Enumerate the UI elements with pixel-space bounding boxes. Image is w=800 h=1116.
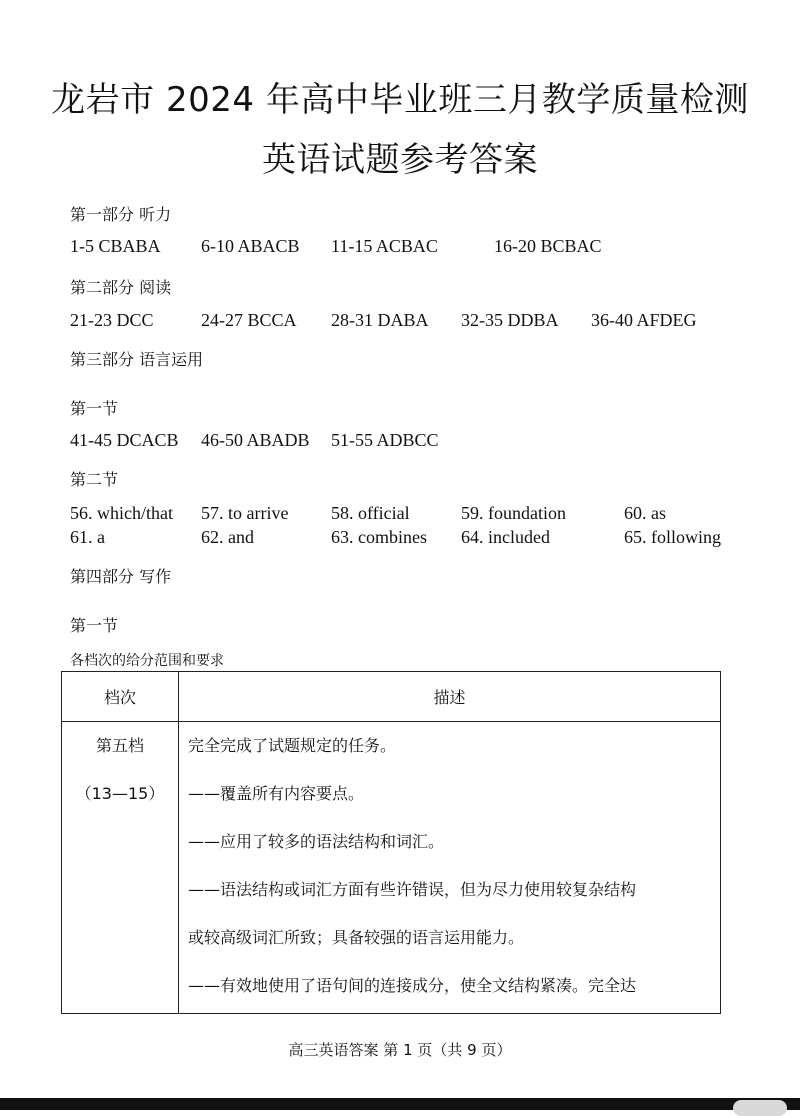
answer-group: 46-50 ABADB xyxy=(201,430,310,450)
answer-item: 61. a xyxy=(70,527,105,547)
level-cell xyxy=(62,722,179,1014)
answer-group: 51-55 ADBCC xyxy=(331,430,439,450)
level-range: （13—15） xyxy=(75,784,165,803)
answer-group: 32-35 DDBA xyxy=(461,310,559,330)
table-row xyxy=(62,722,721,1014)
part4-heading: 第四部分 写作 xyxy=(70,567,172,586)
description-cell xyxy=(179,722,721,1014)
document-title: 龙岩市 2024 年高中毕业班三月教学质量检测 xyxy=(51,80,749,120)
description-line: ——应用了较多的语法结构和词汇。 xyxy=(188,832,445,851)
document-subtitle: 英语试题参考答案 xyxy=(262,140,538,180)
answer-group: 24-27 BCCA xyxy=(201,310,297,330)
part4-section1-heading: 第一节 xyxy=(70,616,119,635)
answer-group: 41-45 DCACB xyxy=(70,430,179,450)
description-line: ——覆盖所有内容要点。 xyxy=(188,784,365,803)
answer-item: 65. following xyxy=(624,527,721,547)
answer-item: 63. combines xyxy=(331,527,427,547)
part3-section2-row1 xyxy=(0,503,800,525)
answer-item: 60. as xyxy=(624,503,666,523)
level-name: 第五档 xyxy=(95,736,144,755)
answer-group: 11-15 ACBAC xyxy=(331,236,438,256)
answer-item: 58. official xyxy=(331,503,410,523)
answer-group: 28-31 DABA xyxy=(331,310,429,330)
part1-answers xyxy=(0,236,800,258)
answer-item: 56. which/that xyxy=(70,503,173,523)
table-caption: 各档次的给分范围和要求 xyxy=(70,653,224,669)
answer-item: 64. included xyxy=(461,527,550,547)
answer-group: 6-10 ABACB xyxy=(201,236,300,256)
column-header-level: 档次 xyxy=(62,672,179,722)
answer-item: 62. and xyxy=(201,527,254,547)
part3-section1-heading: 第一节 xyxy=(70,399,119,418)
column-header-description: 描述 xyxy=(179,672,721,722)
table-header-row xyxy=(62,672,721,722)
answer-item: 57. to arrive xyxy=(201,503,289,523)
part3-section2-row2 xyxy=(0,527,800,549)
grading-table xyxy=(61,671,721,1014)
answer-group: 36-40 AFDEG xyxy=(591,310,697,330)
page-footer: 高三英语答案 第 1 页（共 9 页） xyxy=(288,1041,512,1059)
description-line: 或较高级词汇所致；具备较强的语言运用能力。 xyxy=(188,928,525,947)
bottom-edge-bar xyxy=(0,1098,800,1110)
part2-heading: 第二部分 阅读 xyxy=(70,278,172,297)
description-line: ——语法结构或词汇方面有些许错误，但为尽力使用较复杂结构 xyxy=(188,880,637,899)
part3-section2-heading: 第二节 xyxy=(70,470,119,489)
description-line: ——有效地使用了语句间的连接成分，使全文结构紧凑。完全达 xyxy=(188,976,637,995)
answer-group: 1-5 CBABA xyxy=(70,236,161,256)
part2-answers xyxy=(0,310,800,332)
answer-item: 59. foundation xyxy=(461,503,566,523)
description-line: 完全完成了试题规定的任务。 xyxy=(188,736,397,755)
answer-group: 16-20 BCBAC xyxy=(494,236,602,256)
part3-heading: 第三部分 语言运用 xyxy=(70,350,204,369)
part1-heading: 第一部分 听力 xyxy=(70,205,172,224)
corner-overlay-badge xyxy=(733,1100,787,1116)
answer-group: 21-23 DCC xyxy=(70,310,154,330)
part3-section1-answers xyxy=(0,430,800,452)
